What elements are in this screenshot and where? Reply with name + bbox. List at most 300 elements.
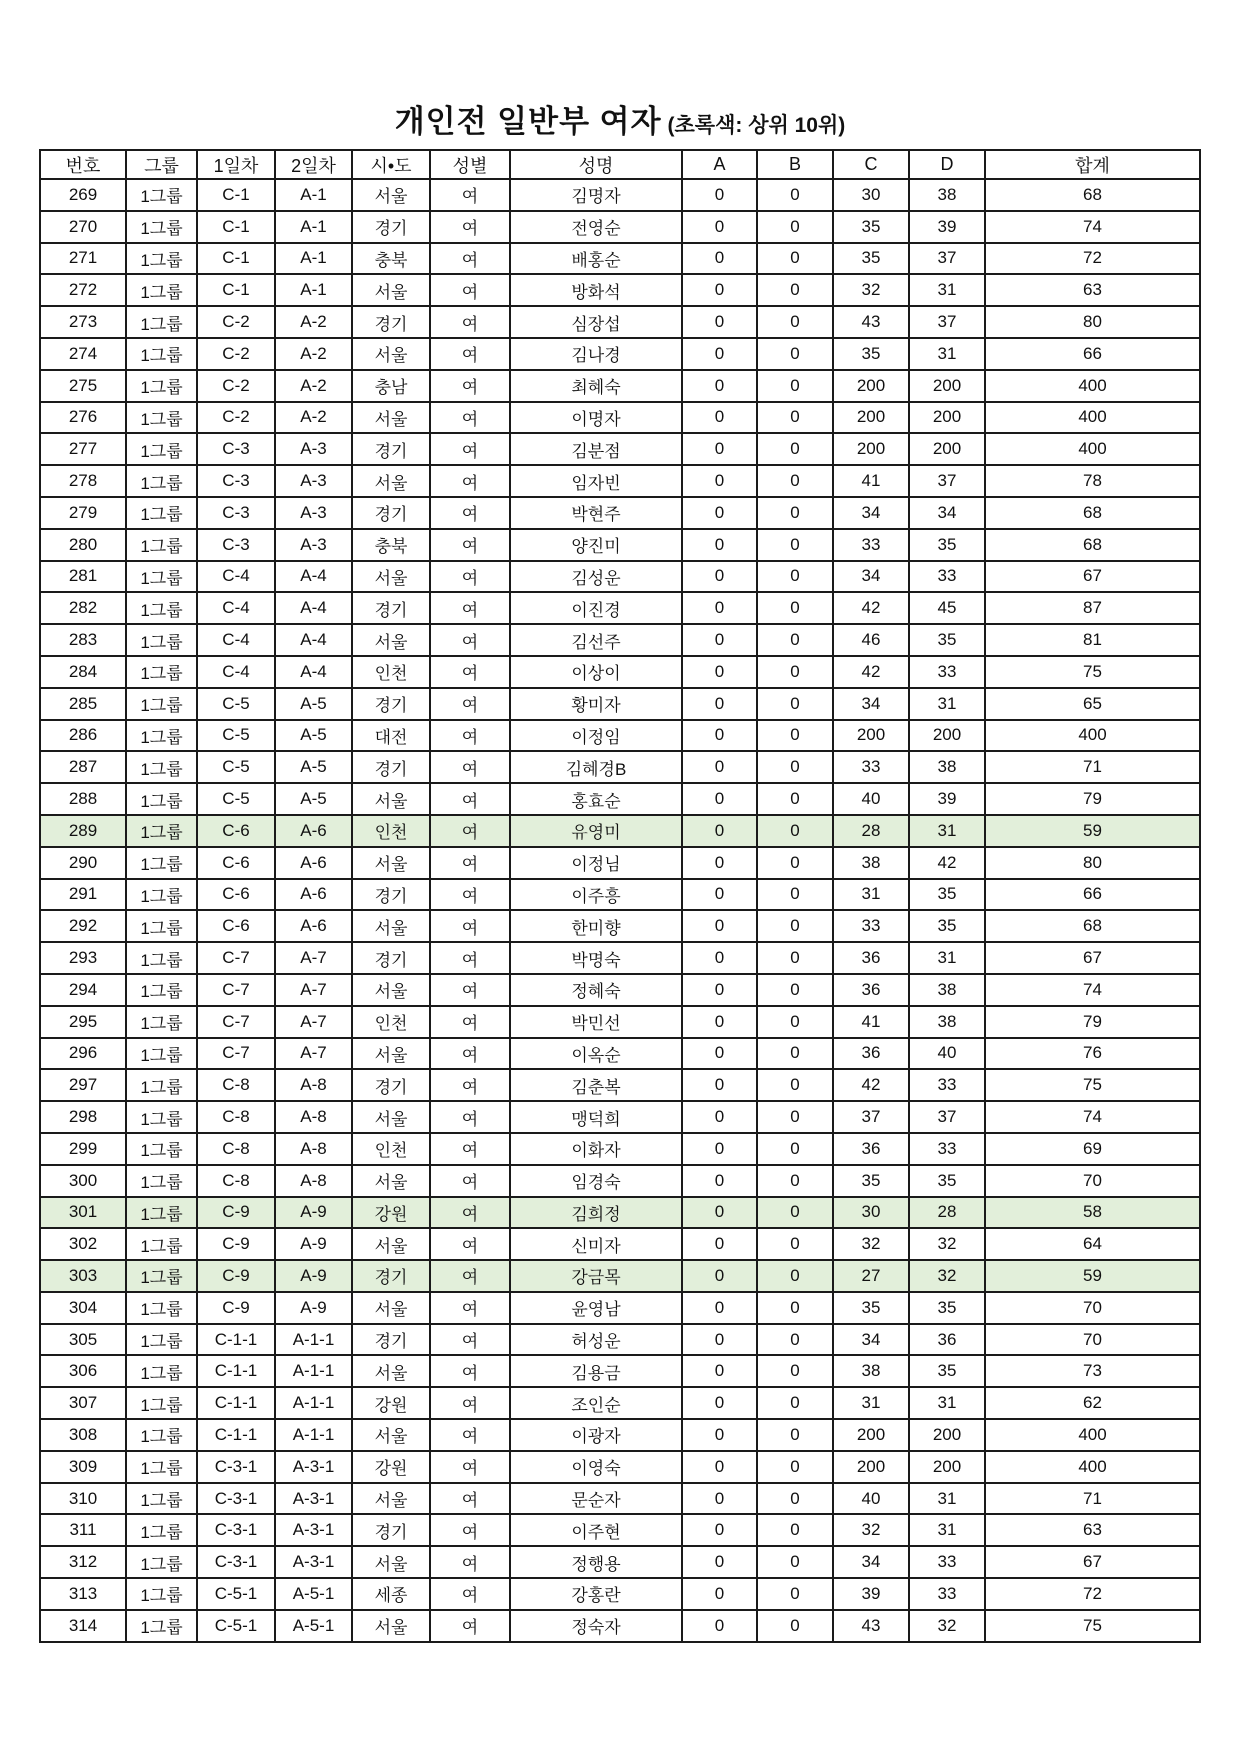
cell-total: 400 bbox=[985, 370, 1200, 402]
cell-day1: C-9 bbox=[197, 1197, 275, 1229]
cell-b: 0 bbox=[757, 370, 833, 402]
cell-gender: 여 bbox=[430, 751, 510, 783]
cell-day2: A-3 bbox=[275, 465, 352, 497]
cell-gender: 여 bbox=[430, 688, 510, 720]
cell-b: 0 bbox=[757, 815, 833, 847]
cell-day2: A-8 bbox=[275, 1101, 352, 1133]
cell-total: 67 bbox=[985, 942, 1200, 974]
cell-gender: 여 bbox=[430, 561, 510, 593]
cell-total: 59 bbox=[985, 1260, 1200, 1292]
cell-b: 0 bbox=[757, 274, 833, 306]
cell-name: 이영숙 bbox=[510, 1451, 682, 1483]
cell-day1: C-6 bbox=[197, 910, 275, 942]
cell-d: 35 bbox=[909, 1292, 985, 1324]
cell-name: 박현주 bbox=[510, 497, 682, 529]
cell-b: 0 bbox=[757, 1355, 833, 1387]
cell-group: 1그룹 bbox=[126, 592, 197, 624]
cell-d: 33 bbox=[909, 1546, 985, 1578]
cell-c: 39 bbox=[833, 1578, 909, 1610]
cell-region: 서울 bbox=[352, 1483, 430, 1515]
table-row bbox=[40, 1355, 1200, 1387]
cell-no: 291 bbox=[40, 879, 126, 911]
table-row bbox=[40, 1610, 1200, 1642]
cell-day2: A-2 bbox=[275, 338, 352, 370]
cell-no: 272 bbox=[40, 274, 126, 306]
cell-a: 0 bbox=[682, 465, 757, 497]
cell-day1: C-5 bbox=[197, 688, 275, 720]
cell-no: 277 bbox=[40, 433, 126, 465]
cell-day1: C-9 bbox=[197, 1292, 275, 1324]
cell-b: 0 bbox=[757, 1610, 833, 1642]
cell-a: 0 bbox=[682, 306, 757, 338]
cell-gender: 여 bbox=[430, 306, 510, 338]
cell-total: 76 bbox=[985, 1038, 1200, 1070]
cell-gender: 여 bbox=[430, 1228, 510, 1260]
cell-a: 0 bbox=[682, 1260, 757, 1292]
cell-day1: C-5-1 bbox=[197, 1610, 275, 1642]
cell-total: 75 bbox=[985, 1069, 1200, 1101]
cell-d: 39 bbox=[909, 783, 985, 815]
results-table bbox=[39, 149, 1201, 1643]
cell-a: 0 bbox=[682, 1006, 757, 1038]
table-row bbox=[40, 592, 1200, 624]
cell-d: 31 bbox=[909, 815, 985, 847]
cell-gender: 여 bbox=[430, 1387, 510, 1419]
cell-gender: 여 bbox=[430, 1578, 510, 1610]
col-header-total: 합계 bbox=[985, 150, 1200, 179]
cell-day2: A-7 bbox=[275, 942, 352, 974]
table-row bbox=[40, 243, 1200, 275]
cell-group: 1그룹 bbox=[126, 561, 197, 593]
cell-region: 경기 bbox=[352, 942, 430, 974]
table-row bbox=[40, 497, 1200, 529]
cell-no: 281 bbox=[40, 561, 126, 593]
cell-b: 0 bbox=[757, 751, 833, 783]
cell-c: 32 bbox=[833, 1514, 909, 1546]
cell-day1: C-3-1 bbox=[197, 1514, 275, 1546]
cell-region: 서울 bbox=[352, 1419, 430, 1451]
cell-day2: A-6 bbox=[275, 847, 352, 879]
cell-name: 강홍란 bbox=[510, 1578, 682, 1610]
cell-total: 74 bbox=[985, 1101, 1200, 1133]
cell-d: 28 bbox=[909, 1197, 985, 1229]
cell-total: 67 bbox=[985, 1546, 1200, 1578]
cell-c: 36 bbox=[833, 942, 909, 974]
cell-b: 0 bbox=[757, 1228, 833, 1260]
cell-c: 200 bbox=[833, 433, 909, 465]
cell-no: 283 bbox=[40, 624, 126, 656]
cell-group: 1그룹 bbox=[126, 465, 197, 497]
cell-no: 289 bbox=[40, 815, 126, 847]
cell-total: 66 bbox=[985, 879, 1200, 911]
cell-region: 인천 bbox=[352, 815, 430, 847]
cell-group: 1그룹 bbox=[126, 974, 197, 1006]
cell-gender: 여 bbox=[430, 1324, 510, 1356]
cell-region: 경기 bbox=[352, 592, 430, 624]
cell-day1: C-2 bbox=[197, 370, 275, 402]
cell-gender: 여 bbox=[430, 624, 510, 656]
cell-a: 0 bbox=[682, 179, 757, 211]
cell-a: 0 bbox=[682, 1069, 757, 1101]
cell-a: 0 bbox=[682, 751, 757, 783]
cell-day2: A-1-1 bbox=[275, 1324, 352, 1356]
cell-name: 임자빈 bbox=[510, 465, 682, 497]
cell-day1: C-2 bbox=[197, 402, 275, 434]
cell-b: 0 bbox=[757, 847, 833, 879]
cell-c: 34 bbox=[833, 1546, 909, 1578]
cell-gender: 여 bbox=[430, 211, 510, 243]
cell-group: 1그룹 bbox=[126, 497, 197, 529]
table-row bbox=[40, 1578, 1200, 1610]
cell-total: 79 bbox=[985, 783, 1200, 815]
cell-b: 0 bbox=[757, 1578, 833, 1610]
cell-b: 0 bbox=[757, 1197, 833, 1229]
cell-gender: 여 bbox=[430, 179, 510, 211]
cell-a: 0 bbox=[682, 561, 757, 593]
table-row bbox=[40, 847, 1200, 879]
cell-no: 303 bbox=[40, 1260, 126, 1292]
cell-a: 0 bbox=[682, 1038, 757, 1070]
cell-region: 경기 bbox=[352, 879, 430, 911]
cell-a: 0 bbox=[682, 1292, 757, 1324]
cell-region: 서울 bbox=[352, 1228, 430, 1260]
cell-day1: C-7 bbox=[197, 1006, 275, 1038]
cell-d: 38 bbox=[909, 1006, 985, 1038]
cell-day2: A-3-1 bbox=[275, 1546, 352, 1578]
cell-no: 293 bbox=[40, 942, 126, 974]
cell-region: 경기 bbox=[352, 1514, 430, 1546]
cell-c: 40 bbox=[833, 1483, 909, 1515]
cell-d: 33 bbox=[909, 656, 985, 688]
cell-c: 32 bbox=[833, 1228, 909, 1260]
cell-gender: 여 bbox=[430, 1514, 510, 1546]
cell-total: 58 bbox=[985, 1197, 1200, 1229]
cell-region: 서울 bbox=[352, 1101, 430, 1133]
cell-region: 인천 bbox=[352, 1133, 430, 1165]
cell-c: 34 bbox=[833, 497, 909, 529]
cell-b: 0 bbox=[757, 338, 833, 370]
cell-gender: 여 bbox=[430, 783, 510, 815]
cell-day2: A-1 bbox=[275, 274, 352, 306]
cell-b: 0 bbox=[757, 561, 833, 593]
cell-d: 35 bbox=[909, 1165, 985, 1197]
cell-group: 1그룹 bbox=[126, 1514, 197, 1546]
cell-d: 45 bbox=[909, 592, 985, 624]
cell-day2: A-8 bbox=[275, 1165, 352, 1197]
cell-a: 0 bbox=[682, 1133, 757, 1165]
cell-total: 69 bbox=[985, 1133, 1200, 1165]
cell-region: 서울 bbox=[352, 1546, 430, 1578]
cell-c: 200 bbox=[833, 1419, 909, 1451]
table-row bbox=[40, 370, 1200, 402]
cell-c: 36 bbox=[833, 1133, 909, 1165]
cell-day1: C-3 bbox=[197, 529, 275, 561]
cell-gender: 여 bbox=[430, 1260, 510, 1292]
cell-name: 박민선 bbox=[510, 1006, 682, 1038]
cell-no: 314 bbox=[40, 1610, 126, 1642]
cell-region: 서울 bbox=[352, 974, 430, 1006]
cell-gender: 여 bbox=[430, 497, 510, 529]
cell-a: 0 bbox=[682, 1483, 757, 1515]
cell-b: 0 bbox=[757, 1419, 833, 1451]
cell-day2: A-9 bbox=[275, 1197, 352, 1229]
cell-day1: C-6 bbox=[197, 879, 275, 911]
cell-no: 279 bbox=[40, 497, 126, 529]
cell-total: 80 bbox=[985, 306, 1200, 338]
cell-d: 200 bbox=[909, 370, 985, 402]
cell-a: 0 bbox=[682, 529, 757, 561]
cell-region: 서울 bbox=[352, 179, 430, 211]
cell-a: 0 bbox=[682, 624, 757, 656]
cell-region: 경기 bbox=[352, 1260, 430, 1292]
cell-a: 0 bbox=[682, 910, 757, 942]
cell-total: 79 bbox=[985, 1006, 1200, 1038]
cell-a: 0 bbox=[682, 656, 757, 688]
table-row bbox=[40, 338, 1200, 370]
cell-day2: A-3 bbox=[275, 497, 352, 529]
cell-region: 서울 bbox=[352, 338, 430, 370]
cell-group: 1그룹 bbox=[126, 1101, 197, 1133]
cell-name: 배홍순 bbox=[510, 243, 682, 275]
cell-no: 280 bbox=[40, 529, 126, 561]
cell-region: 서울 bbox=[352, 402, 430, 434]
cell-region: 강원 bbox=[352, 1197, 430, 1229]
cell-group: 1그룹 bbox=[126, 910, 197, 942]
cell-gender: 여 bbox=[430, 1610, 510, 1642]
cell-b: 0 bbox=[757, 1451, 833, 1483]
cell-region: 서울 bbox=[352, 274, 430, 306]
cell-total: 81 bbox=[985, 624, 1200, 656]
cell-name: 유영미 bbox=[510, 815, 682, 847]
cell-name: 심장섭 bbox=[510, 306, 682, 338]
table-row bbox=[40, 879, 1200, 911]
cell-b: 0 bbox=[757, 624, 833, 656]
cell-day2: A-4 bbox=[275, 592, 352, 624]
col-header-region: 시•도 bbox=[352, 150, 430, 179]
cell-total: 64 bbox=[985, 1228, 1200, 1260]
cell-total: 70 bbox=[985, 1324, 1200, 1356]
cell-d: 35 bbox=[909, 529, 985, 561]
cell-b: 0 bbox=[757, 592, 833, 624]
cell-name: 양진미 bbox=[510, 529, 682, 561]
cell-day1: C-3 bbox=[197, 433, 275, 465]
cell-d: 37 bbox=[909, 1101, 985, 1133]
cell-total: 400 bbox=[985, 1419, 1200, 1451]
cell-gender: 여 bbox=[430, 847, 510, 879]
cell-b: 0 bbox=[757, 1324, 833, 1356]
cell-b: 0 bbox=[757, 211, 833, 243]
cell-c: 27 bbox=[833, 1260, 909, 1292]
cell-c: 36 bbox=[833, 974, 909, 1006]
cell-name: 김혜경B bbox=[510, 751, 682, 783]
cell-group: 1그룹 bbox=[126, 1260, 197, 1292]
cell-name: 이진경 bbox=[510, 592, 682, 624]
cell-day1: C-7 bbox=[197, 974, 275, 1006]
cell-b: 0 bbox=[757, 1101, 833, 1133]
table-row bbox=[40, 529, 1200, 561]
cell-b: 0 bbox=[757, 497, 833, 529]
cell-name: 김성운 bbox=[510, 561, 682, 593]
cell-b: 0 bbox=[757, 1069, 833, 1101]
cell-name: 이화자 bbox=[510, 1133, 682, 1165]
cell-no: 302 bbox=[40, 1228, 126, 1260]
cell-region: 인천 bbox=[352, 1006, 430, 1038]
cell-d: 38 bbox=[909, 751, 985, 783]
cell-gender: 여 bbox=[430, 720, 510, 752]
cell-group: 1그룹 bbox=[126, 1451, 197, 1483]
cell-b: 0 bbox=[757, 910, 833, 942]
cell-day1: C-3-1 bbox=[197, 1451, 275, 1483]
cell-a: 0 bbox=[682, 1165, 757, 1197]
cell-c: 35 bbox=[833, 1292, 909, 1324]
cell-no: 274 bbox=[40, 338, 126, 370]
cell-group: 1그룹 bbox=[126, 338, 197, 370]
cell-gender: 여 bbox=[430, 1101, 510, 1133]
table-row bbox=[40, 1260, 1200, 1292]
cell-name: 김분점 bbox=[510, 433, 682, 465]
cell-region: 경기 bbox=[352, 433, 430, 465]
cell-total: 63 bbox=[985, 274, 1200, 306]
cell-group: 1그룹 bbox=[126, 433, 197, 465]
cell-name: 이상이 bbox=[510, 656, 682, 688]
cell-day1: C-1 bbox=[197, 243, 275, 275]
cell-total: 74 bbox=[985, 211, 1200, 243]
cell-d: 33 bbox=[909, 1133, 985, 1165]
cell-d: 32 bbox=[909, 1610, 985, 1642]
cell-d: 36 bbox=[909, 1324, 985, 1356]
cell-total: 87 bbox=[985, 592, 1200, 624]
cell-group: 1그룹 bbox=[126, 1133, 197, 1165]
cell-region: 강원 bbox=[352, 1387, 430, 1419]
cell-total: 78 bbox=[985, 465, 1200, 497]
cell-a: 0 bbox=[682, 1387, 757, 1419]
cell-d: 200 bbox=[909, 433, 985, 465]
cell-region: 경기 bbox=[352, 497, 430, 529]
cell-day2: A-1 bbox=[275, 243, 352, 275]
cell-gender: 여 bbox=[430, 815, 510, 847]
cell-no: 275 bbox=[40, 370, 126, 402]
cell-total: 71 bbox=[985, 751, 1200, 783]
cell-day1: C-1-1 bbox=[197, 1355, 275, 1387]
cell-c: 30 bbox=[833, 179, 909, 211]
cell-day2: A-9 bbox=[275, 1228, 352, 1260]
cell-day1: C-5 bbox=[197, 783, 275, 815]
cell-no: 270 bbox=[40, 211, 126, 243]
cell-total: 71 bbox=[985, 1483, 1200, 1515]
cell-name: 전영순 bbox=[510, 211, 682, 243]
cell-day2: A-6 bbox=[275, 910, 352, 942]
cell-d: 35 bbox=[909, 910, 985, 942]
cell-d: 31 bbox=[909, 942, 985, 974]
cell-day1: C-1-1 bbox=[197, 1419, 275, 1451]
cell-a: 0 bbox=[682, 847, 757, 879]
table-row bbox=[40, 1133, 1200, 1165]
cell-name: 정행용 bbox=[510, 1546, 682, 1578]
cell-day2: A-5-1 bbox=[275, 1610, 352, 1642]
cell-b: 0 bbox=[757, 1038, 833, 1070]
cell-group: 1그룹 bbox=[126, 1419, 197, 1451]
cell-no: 313 bbox=[40, 1578, 126, 1610]
cell-name: 정혜숙 bbox=[510, 974, 682, 1006]
cell-total: 400 bbox=[985, 433, 1200, 465]
cell-group: 1그룹 bbox=[126, 1355, 197, 1387]
cell-gender: 여 bbox=[430, 1451, 510, 1483]
cell-c: 40 bbox=[833, 783, 909, 815]
cell-day2: A-9 bbox=[275, 1260, 352, 1292]
cell-group: 1그룹 bbox=[126, 720, 197, 752]
cell-name: 허성운 bbox=[510, 1324, 682, 1356]
cell-day2: A-5 bbox=[275, 751, 352, 783]
cell-no: 297 bbox=[40, 1069, 126, 1101]
cell-total: 72 bbox=[985, 243, 1200, 275]
col-header-gender: 성별 bbox=[430, 150, 510, 179]
cell-group: 1그룹 bbox=[126, 306, 197, 338]
cell-d: 31 bbox=[909, 688, 985, 720]
cell-day2: A-4 bbox=[275, 561, 352, 593]
cell-d: 32 bbox=[909, 1260, 985, 1292]
cell-group: 1그룹 bbox=[126, 815, 197, 847]
cell-name: 이옥순 bbox=[510, 1038, 682, 1070]
cell-a: 0 bbox=[682, 592, 757, 624]
cell-a: 0 bbox=[682, 1355, 757, 1387]
cell-gender: 여 bbox=[430, 1038, 510, 1070]
cell-day2: A-5-1 bbox=[275, 1578, 352, 1610]
cell-a: 0 bbox=[682, 1197, 757, 1229]
cell-day1: C-3-1 bbox=[197, 1483, 275, 1515]
table-row bbox=[40, 751, 1200, 783]
table-row bbox=[40, 1546, 1200, 1578]
col-header-day1: 1일차 bbox=[197, 150, 275, 179]
cell-a: 0 bbox=[682, 1610, 757, 1642]
cell-a: 0 bbox=[682, 783, 757, 815]
cell-group: 1그룹 bbox=[126, 942, 197, 974]
cell-d: 200 bbox=[909, 720, 985, 752]
cell-d: 33 bbox=[909, 561, 985, 593]
cell-region: 서울 bbox=[352, 1355, 430, 1387]
cell-c: 200 bbox=[833, 1451, 909, 1483]
cell-a: 0 bbox=[682, 433, 757, 465]
cell-no: 312 bbox=[40, 1546, 126, 1578]
cell-day1: C-1 bbox=[197, 274, 275, 306]
cell-day2: A-4 bbox=[275, 656, 352, 688]
cell-name: 김선주 bbox=[510, 624, 682, 656]
cell-name: 최혜숙 bbox=[510, 370, 682, 402]
cell-group: 1그룹 bbox=[126, 1038, 197, 1070]
cell-region: 강원 bbox=[352, 1451, 430, 1483]
cell-total: 67 bbox=[985, 561, 1200, 593]
cell-no: 295 bbox=[40, 1006, 126, 1038]
cell-region: 경기 bbox=[352, 1324, 430, 1356]
table-row bbox=[40, 1324, 1200, 1356]
cell-c: 42 bbox=[833, 592, 909, 624]
cell-d: 200 bbox=[909, 1419, 985, 1451]
cell-day2: A-2 bbox=[275, 402, 352, 434]
cell-group: 1그룹 bbox=[126, 274, 197, 306]
cell-gender: 여 bbox=[430, 879, 510, 911]
cell-region: 서울 bbox=[352, 624, 430, 656]
cell-day1: C-5 bbox=[197, 751, 275, 783]
cell-d: 35 bbox=[909, 1355, 985, 1387]
cell-no: 290 bbox=[40, 847, 126, 879]
cell-day2: A-1-1 bbox=[275, 1387, 352, 1419]
table-row bbox=[40, 942, 1200, 974]
cell-day2: A-2 bbox=[275, 370, 352, 402]
cell-name: 김용금 bbox=[510, 1355, 682, 1387]
col-header-name: 성명 bbox=[510, 150, 682, 179]
cell-b: 0 bbox=[757, 1006, 833, 1038]
table-row bbox=[40, 433, 1200, 465]
cell-region: 세종 bbox=[352, 1578, 430, 1610]
